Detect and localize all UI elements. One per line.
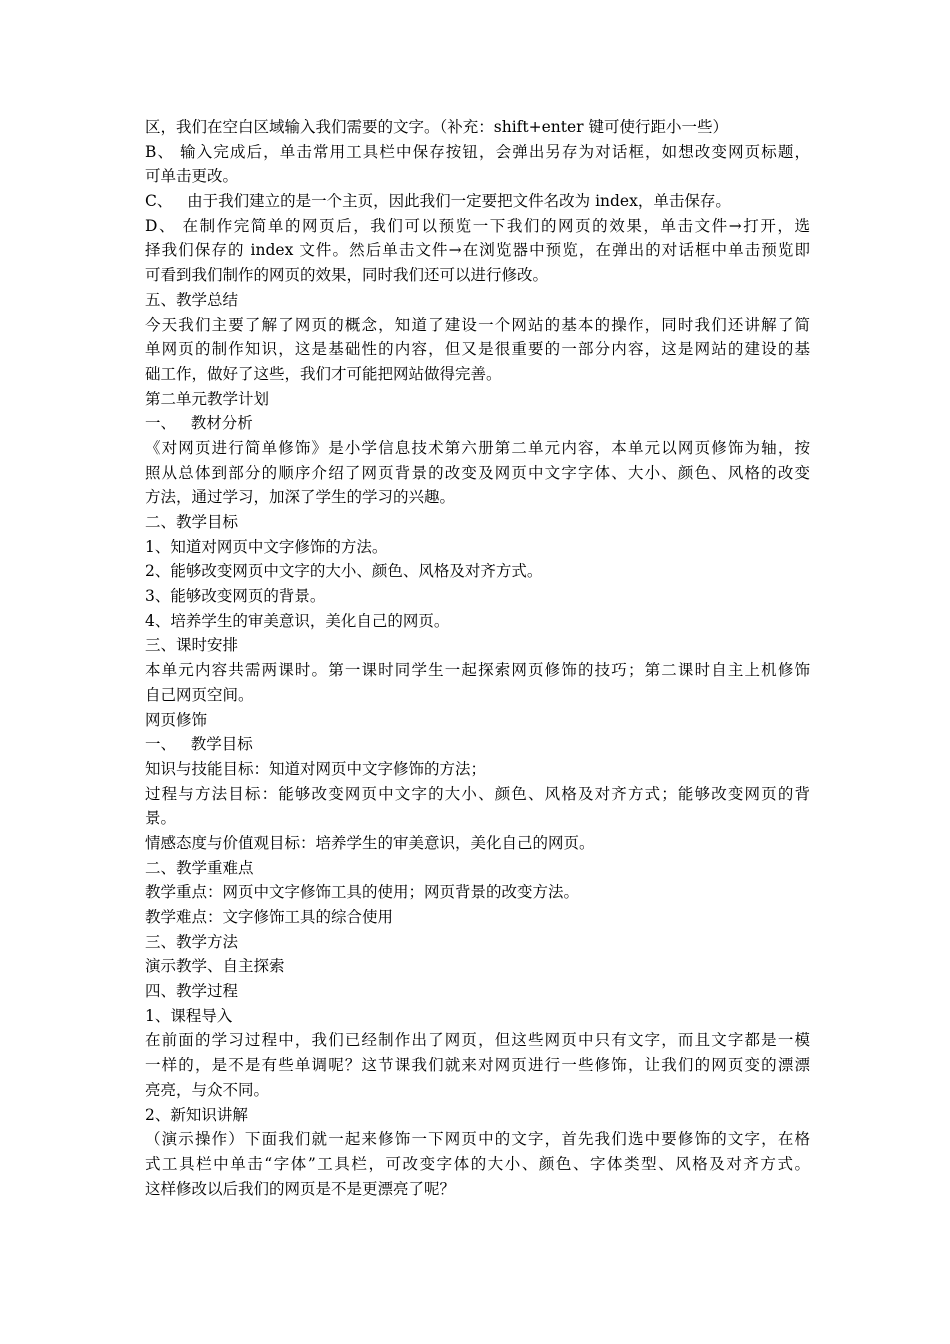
section-heading: 三、课时安排	[145, 636, 239, 655]
text-line: 知识与技能目标：知道对网页中文字修饰的方法；	[145, 759, 487, 778]
text-line: 区，我们在空白区域输入我们需要的文字。（补充：shift+enter 键可使行距小一些）	[145, 118, 728, 136]
text-line: 可看到我们制作的网页的效果，同时我们还可以进行修改。	[145, 266, 549, 285]
text-line: 可单击更改。	[145, 167, 239, 186]
section-heading: 一、 教学目标	[145, 735, 253, 754]
text-line: C、 由于我们建立的是一个主页，因此我们一定要把文件名改为 index，单击保存。	[145, 192, 731, 211]
list-item: 4、培养学生的审美意识，美化自己的网页。	[145, 611, 450, 630]
text-line: 情感态度与价值观目标：培养学生的审美意识，美化自己的网页。	[145, 833, 595, 852]
section-heading: 二、教学目标	[145, 513, 239, 531]
text-line: 景。	[145, 809, 177, 828]
section-heading: 五、教学总结	[145, 290, 239, 309]
text-line: 《对网页进行简单修饰》是小学信息技术第六册第二单元内容，本单元以网页修饰为轴，按	[145, 438, 810, 457]
text-line: 照从总体到部分的顺序介绍了网页背景的改变及网页中文字字体、大小、颜色、风格的改变	[145, 463, 810, 482]
list-item: 1、知道对网页中文字修饰的方法。	[145, 537, 388, 556]
text-line: 亮亮，与众不同。	[145, 1080, 270, 1099]
text-line: 择我们保存的 index 文件。然后单击文件→在浏览器中预览，在弹出的对话框中单击预览即	[145, 241, 810, 260]
text-line: 过程与方法目标：能够改变网页中文字的大小、颜色、风格及对齐方式；能够改变网页的背	[145, 784, 810, 803]
section-heading: 第二单元教学计划	[145, 389, 270, 408]
text-line: 演示教学、自主探索	[145, 957, 285, 976]
section-heading: 网页修饰	[145, 710, 208, 729]
section-heading: 1、课程导入	[145, 1006, 233, 1025]
document-body	[145, 115, 810, 1201]
text-line: 在前面的学习过程中，我们已经制作出了网页，但这些网页中只有文字，而且文字都是一模	[145, 1031, 810, 1050]
text-line: 教学重点：网页中文字修饰工具的使用；网页背景的改变方法。	[145, 883, 580, 902]
text-line: B、 输入完成后，单击常用工具栏中保存按钮，会弹出另存为对话框，如想改变网页标题，	[145, 142, 810, 161]
text-line: 教学难点：文字修饰工具的综合使用	[145, 908, 394, 926]
text-line: （演示操作）下面我们就一起来修饰一下网页中的文字，首先我们选中要修饰的文字，在格	[145, 1130, 810, 1149]
text-line: 自己网页空间。	[145, 685, 254, 704]
list-item: 3、能够改变网页的背景。	[145, 587, 326, 606]
section-heading: 一、 教材分析	[145, 414, 253, 433]
text-line: 一样的，是不是有些单调呢？这节课我们就来对网页进行一些修饰，让我们的网页变的漂漂	[145, 1056, 810, 1075]
text-line: 础工作，做好了这些，我们才可能把网站做得完善。	[145, 364, 502, 383]
text-line: 本单元内容共需两课时。第一课时同学生一起探索网页修饰的技巧；第二课时自主上机修饰	[145, 661, 810, 680]
section-heading: 四、教学过程	[145, 982, 239, 1001]
text-line: D、 在制作完简单的网页后，我们可以预览一下我们的网页的效果，单击文件→打开，选	[145, 216, 810, 235]
text-line: 单网页的制作知识，这是基础性的内容，但又是很重要的一部分内容，这是网站的建设的基	[145, 340, 810, 359]
section-heading: 二、教学重难点	[145, 858, 254, 877]
section-heading: 2、新知识讲解	[145, 1105, 248, 1124]
list-item: 2、能够改变网页中文字的大小、颜色、风格及对齐方式。	[145, 562, 543, 581]
section-heading: 三、教学方法	[145, 932, 239, 951]
text-line: 这样修改以后我们的网页是不是更漂亮了呢？	[145, 1179, 456, 1198]
text-line: 式工具栏中单击“字体”工具栏，可改变字体的大小、颜色、字体类型、风格及对齐方式。	[145, 1154, 810, 1173]
text-line: 方法，通过学习，加深了学生的学习的兴趣。	[145, 488, 456, 507]
text-line: 今天我们主要了解了网页的概念，知道了建设一个网站的基本的操作，同时我们还讲解了简	[145, 315, 810, 334]
